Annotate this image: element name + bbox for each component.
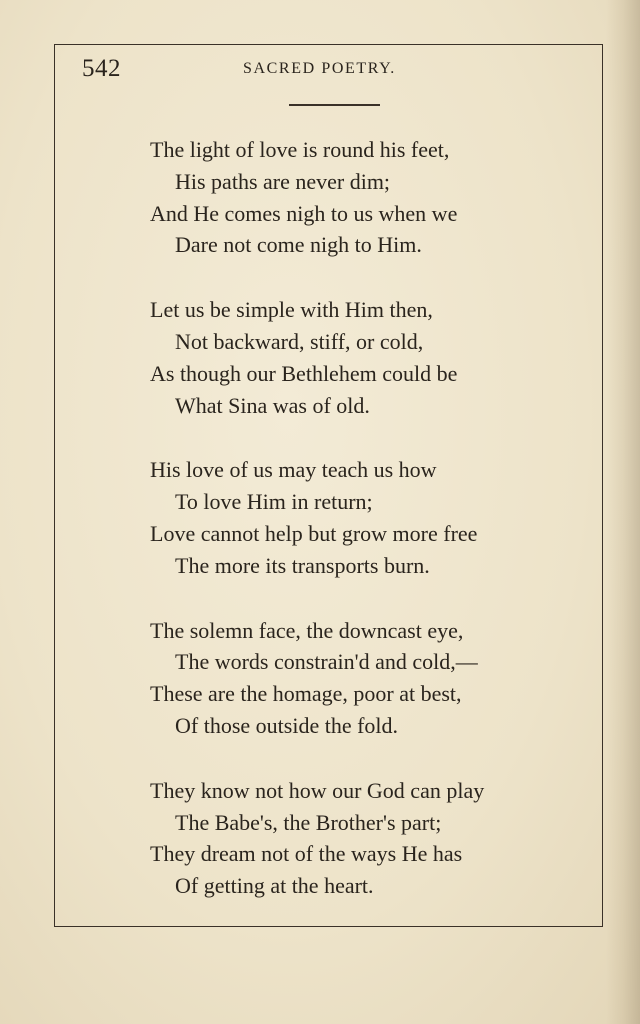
poem-line: The more its transports burn. <box>175 552 430 578</box>
poem-line: They dream not of the ways He has <box>150 841 463 867</box>
poem-line: As though our Bethlehem could be <box>150 360 458 386</box>
stanza-2 <box>150 294 570 421</box>
poem-line: His love of us may teach us how <box>150 457 437 483</box>
poem-line: Dare not come nigh to Him. <box>175 232 422 258</box>
poem-line: The solemn face, the downcast eye, <box>150 617 464 643</box>
poem-line: Not backward, stiff, or cold, <box>175 328 424 354</box>
poem-line: Love cannot help but grow more free <box>150 520 478 546</box>
poem-line: What Sina was of old. <box>175 392 370 418</box>
poem <box>150 134 570 935</box>
stanza-4 <box>150 615 570 742</box>
poem-line: To love Him in return; <box>175 489 373 515</box>
poem-line: His paths are never dim; <box>175 168 391 194</box>
poem-line: They know not how our God can play <box>150 777 485 803</box>
poem-line: These are the homage, poor at best, <box>150 681 462 707</box>
poem-line: Let us be simple with Him then, <box>150 297 433 323</box>
poem-line: And He comes nigh to us when we <box>150 200 458 226</box>
poem-line: The words constrain'd and cold,— <box>175 649 478 675</box>
poem-line: Of those outside the fold. <box>175 712 399 738</box>
poem-line: Of getting at the heart. <box>175 873 374 899</box>
stanza-5 <box>150 775 570 902</box>
stanza-3 <box>150 454 570 581</box>
poem-line: The Babe's, the Brother's part; <box>175 809 442 835</box>
page-number: 542 <box>82 55 121 82</box>
page-edge-shadow <box>606 0 640 1024</box>
poem-line: The light of love is round his feet, <box>150 137 450 162</box>
header-rule <box>289 104 380 106</box>
running-title: SACRED POETRY. <box>243 60 396 77</box>
stanza-1 <box>150 134 570 261</box>
